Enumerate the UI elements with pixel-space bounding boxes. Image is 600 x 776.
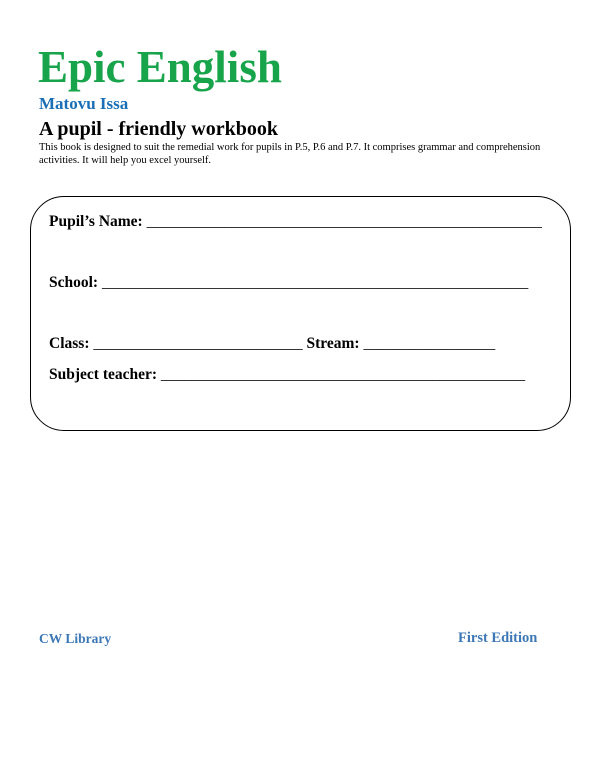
book-subtitle: A pupil - friendly workbook xyxy=(39,118,278,140)
pupil-name-field xyxy=(49,213,542,231)
pupil-name-label: Pupil’s Name: xyxy=(49,213,143,230)
pupil-details-box xyxy=(30,196,571,431)
author-name: Matovu Issa xyxy=(39,94,129,113)
book-description: This book is designed to suit the remedial work for pupils in P.5, P.6 and P.7. It comprises grammar and comprehension activities. It will help you excel yourself. xyxy=(39,142,541,166)
subject-teacher-label: Subject teacher: xyxy=(49,366,158,383)
class-field xyxy=(49,335,495,353)
edition-label: First Edition xyxy=(458,630,538,646)
stream-line: _________________ xyxy=(363,335,496,352)
subject-teacher-line: _______________________________________________ xyxy=(160,366,526,383)
class-label: Class: xyxy=(49,335,90,352)
stream-label: Stream: xyxy=(306,335,360,352)
school-field xyxy=(49,274,528,292)
book-title: Epic English xyxy=(38,42,282,92)
pupil-name-line: ___________________________________________________ xyxy=(146,213,542,230)
school-label: School: xyxy=(49,274,99,291)
class-line: ___________________________ xyxy=(93,335,303,352)
publisher-name: CW Library xyxy=(39,631,112,646)
school-line: _______________________________________________________ xyxy=(101,274,529,291)
subject-teacher-field xyxy=(49,366,525,384)
